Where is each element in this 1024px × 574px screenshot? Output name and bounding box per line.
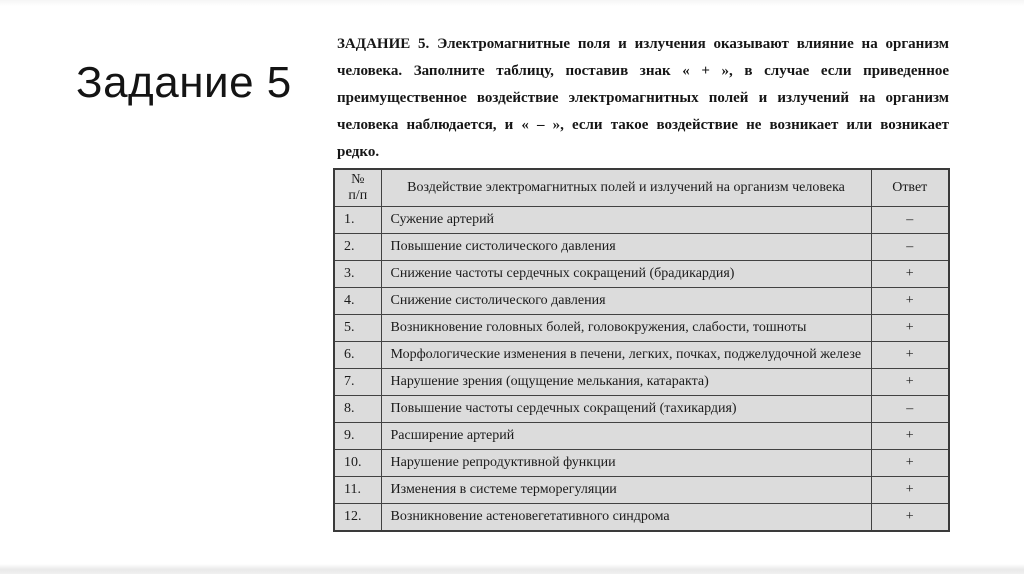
row-number: 7. [334, 369, 381, 396]
table-row [334, 342, 949, 369]
slide-top-edge [0, 0, 1024, 6]
row-effect: Расширение артерий [381, 423, 871, 450]
header-number: № п/п [334, 169, 381, 207]
row-number: 5. [334, 315, 381, 342]
table-row [334, 288, 949, 315]
row-effect: Изменения в системе терморегуляции [381, 477, 871, 504]
row-number: 10. [334, 450, 381, 477]
row-answer: + [871, 423, 949, 450]
row-answer: + [871, 315, 949, 342]
row-effect: Возникновение головных болей, головокружения, слабости, тошноты [381, 315, 871, 342]
row-number: 2. [334, 234, 381, 261]
row-answer: + [871, 504, 949, 532]
row-answer: + [871, 450, 949, 477]
table-row [334, 315, 949, 342]
row-number: 11. [334, 477, 381, 504]
row-effect: Возникновение астеновегетативного синдрома [381, 504, 871, 532]
row-answer: + [871, 261, 949, 288]
row-number: 8. [334, 396, 381, 423]
header-effect: Воздействие электромагнитных полей и излучений на организм человека [381, 169, 871, 207]
table-row [334, 504, 949, 532]
table-row [334, 261, 949, 288]
table-row [334, 450, 949, 477]
table-row [334, 477, 949, 504]
instruction-text: ЗАДАНИЕ 5. Электромагнитные поля и излучения оказывают влияние на организм человека. Заполните таблицу, поставив знак « + », в случае если приведенное преимущественное воздействие электромагнитных полей и излучений на организм человека наблюдается, и « – », если такое воздействие не возникает или возникает редко. [337, 36, 949, 160]
row-effect: Сужение артерий [381, 207, 871, 234]
slide-title: Задание 5 [76, 58, 292, 107]
row-effect: Морфологические изменения в печени, легких, почках, поджелудочной железе [381, 342, 871, 369]
row-number: 6. [334, 342, 381, 369]
row-effect: Снижение частоты сердечных сокращений (брадикардия) [381, 261, 871, 288]
row-effect: Снижение систолического давления [381, 288, 871, 315]
effects-table [333, 168, 950, 532]
row-answer: – [871, 396, 949, 423]
row-answer: + [871, 369, 949, 396]
row-answer: + [871, 288, 949, 315]
row-effect: Повышение частоты сердечных сокращений (тахикардия) [381, 396, 871, 423]
row-effect: Нарушение репродуктивной функции [381, 450, 871, 477]
table-row [334, 234, 949, 261]
row-number: 1. [334, 207, 381, 234]
row-number: 9. [334, 423, 381, 450]
table-row [334, 423, 949, 450]
row-answer: – [871, 207, 949, 234]
row-answer: + [871, 477, 949, 504]
row-number: 12. [334, 504, 381, 532]
table-row [334, 396, 949, 423]
header-answer: Ответ [871, 169, 949, 207]
table-header-row [334, 169, 949, 207]
row-effect: Повышение систолического давления [381, 234, 871, 261]
row-effect: Нарушение зрения (ощущение мелькания, катаракта) [381, 369, 871, 396]
table-row [334, 369, 949, 396]
row-number: 3. [334, 261, 381, 288]
slide-bottom-edge [0, 564, 1024, 574]
row-answer: – [871, 234, 949, 261]
table-row [334, 207, 949, 234]
row-answer: + [871, 342, 949, 369]
row-number: 4. [334, 288, 381, 315]
